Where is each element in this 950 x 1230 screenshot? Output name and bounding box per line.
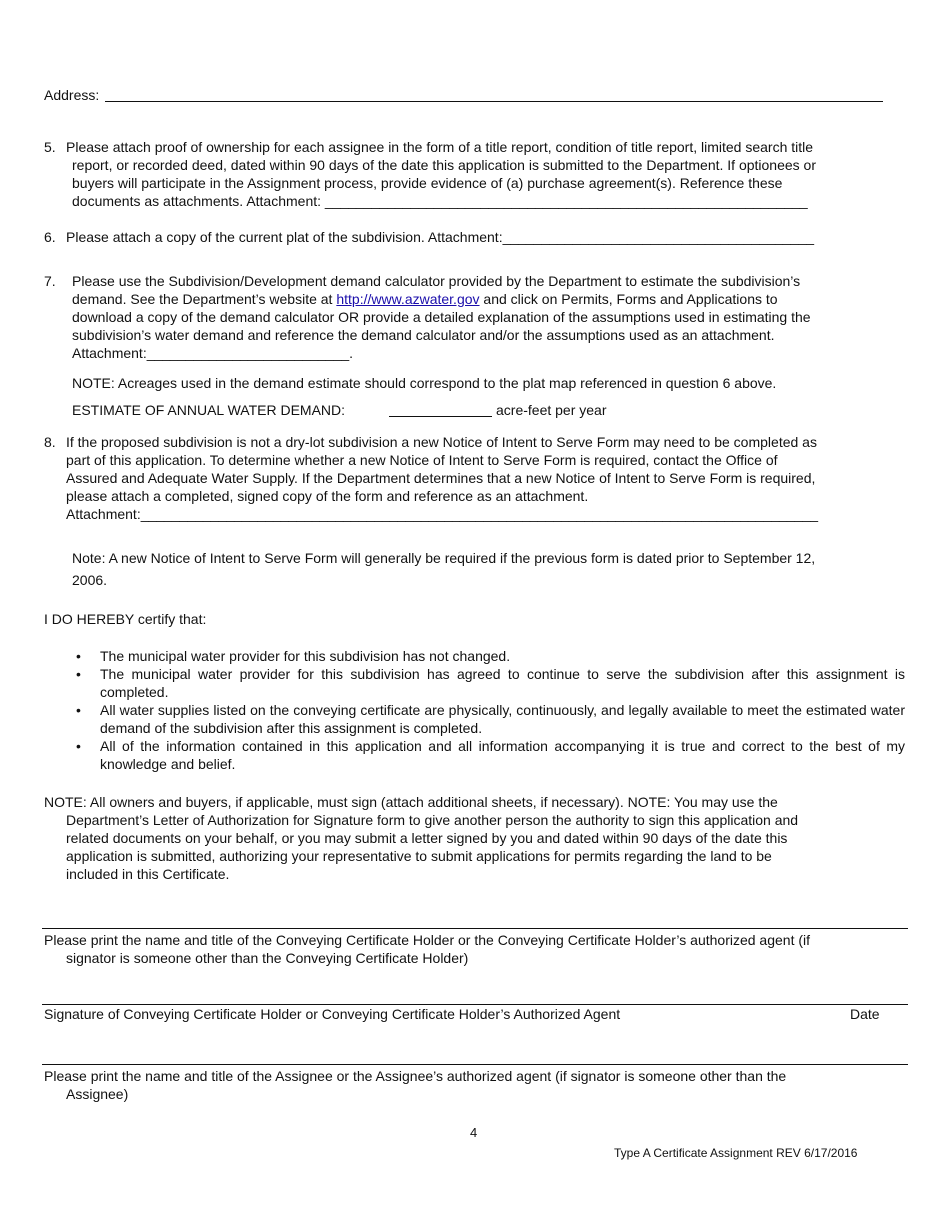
q8-attachment-line[interactable]: Attachment:_______________________________________________________________________________________: [66, 506, 819, 522]
q5-text-line2: report, or recorded deed, dated within 90 days of the date this application is submitted to the Department. If optionees or: [72, 157, 816, 173]
owners-note-line5: included in this Certificate.: [66, 866, 230, 882]
q8-number: 8.: [44, 434, 56, 450]
q7-line3: download a copy of the demand calculator OR provide a detailed explanation of the assumptions used in estimating the: [72, 309, 811, 325]
owners-note-line1: NOTE: All owners and buyers, if applicable, must sign (attach additional sheets, if necessary). NOTE: You may use the: [44, 794, 778, 810]
q6-text[interactable]: Please attach a copy of the current plat of the subdivision. Attachment:________________________________________: [66, 229, 815, 245]
estimate-field[interactable]: [389, 400, 492, 417]
bullet-icon: •: [76, 648, 81, 664]
bullet-icon: •: [76, 702, 81, 718]
signature-label: Signature of Conveying Certificate Holder or Conveying Certificate Holder’s Authorized Agent: [44, 1006, 621, 1022]
q7-number: 7.: [44, 273, 56, 289]
certify-heading: I DO HEREBY certify that:: [44, 611, 207, 627]
page-number: 4: [470, 1125, 478, 1140]
bullet-icon: •: [76, 666, 81, 682]
q8-line4: please attach a completed, signed copy of the form and reference as an attachment.: [66, 488, 589, 504]
date-label: Date: [850, 1006, 880, 1022]
print-assignee-line1: Please print the name and title of the Assignee or the Assignee’s authorized agent (if signator is someone other than the: [44, 1068, 787, 1084]
q7-note: NOTE: Acreages used in the demand estimate should correspond to the plat map referenced in question 6 above.: [72, 375, 777, 391]
q7-line2-pre: demand. See the Department’s website at: [72, 291, 337, 307]
q8-line3: Assured and Adequate Water Supply. If the Department determines that a new Notice of Intent to Serve Form is required,: [66, 470, 816, 486]
address-label: Address:: [44, 87, 100, 103]
certify-list: [72, 647, 905, 773]
certify-item: • All of the information contained in this application and all information accompanying it is true and correct to the best of my knowledge and belief.: [76, 738, 905, 772]
assignee-name-line[interactable]: [42, 1064, 908, 1065]
q8-line2: part of this application. To determine whether a new Notice of Intent to Serve Form is required, contact the Office of: [66, 452, 778, 468]
q5-text-line3: buyers will participate in the Assignment process, provide evidence of (a) purchase agreement(s). Reference these: [72, 175, 783, 191]
q7-line2-post: and click on Permits, Forms and Applications to: [479, 291, 778, 307]
q8-note-line1: Note: A new Notice of Intent to Serve Form will generally be required if the previous form is dated prior to September 12,: [72, 550, 816, 566]
q7-line1: Please use the Subdivision/Development demand calculator provided by the Department to estimate the subdivision’s: [72, 273, 801, 289]
q8-note-line2: 2006.: [72, 572, 108, 588]
q5-attachment-line[interactable]: documents as attachments. Attachment: ______________________________________________________________: [72, 193, 808, 209]
q5-number: 5.: [44, 139, 56, 155]
owners-note-line3: related documents on your behalf, or you may submit a letter signed by you and dated within 90 days of the date this: [66, 830, 788, 846]
q7-line4: subdivision’s water demand and reference the demand calculator and/or the assumptions used as an attachment.: [72, 327, 775, 343]
print-conveying-line2: signator is someone other than the Conveying Certificate Holder): [66, 950, 469, 966]
estimate-unit: acre-feet per year: [496, 402, 607, 418]
owners-note-line4: application is submitted, authorizing your representative to submit applications for permits regarding the land to be: [66, 848, 772, 864]
form-id: Type A Certificate Assignment REV 6/17/2016: [614, 1146, 858, 1160]
q5-text-line1: Please attach proof of ownership for each assignee in the form of a title report, condition of title report, limited search title: [66, 139, 814, 155]
azwater-link[interactable]: http://www.azwater.gov: [336, 291, 480, 307]
bullet-icon: •: [76, 738, 81, 754]
q6-number: 6.: [44, 229, 56, 245]
q7-line2: [72, 290, 778, 308]
q8-line1: If the proposed subdivision is not a dry-lot subdivision a new Notice of Intent to Serve Form may need to be completed as: [66, 434, 817, 450]
owners-note-line2: Department’s Letter of Authorization for Signature form to give another person the authority to sign this application and: [66, 812, 799, 828]
certify-item: • The municipal water provider for this subdivision has not changed.: [76, 648, 511, 664]
estimate-label: ESTIMATE OF ANNUAL WATER DEMAND:: [72, 402, 346, 418]
conveying-name-line[interactable]: [42, 928, 908, 929]
address-field[interactable]: [105, 84, 883, 102]
print-conveying-line1: Please print the name and title of the Conveying Certificate Holder or the Conveying Certificate Holder’s authorized agent (if: [44, 932, 811, 948]
q7-attachment-line[interactable]: Attachment:__________________________.: [72, 345, 354, 361]
certify-item: • All water supplies listed on the conveying certificate are physically, continuously, and legally available to meet the estimated water demand of the subdivision after this assignment is completed.: [76, 702, 905, 736]
certify-item: • The municipal water provider for this subdivision has agreed to continue to serve the subdivision after this assignment is completed.: [76, 666, 905, 700]
print-assignee-line2: Assignee): [66, 1086, 129, 1102]
